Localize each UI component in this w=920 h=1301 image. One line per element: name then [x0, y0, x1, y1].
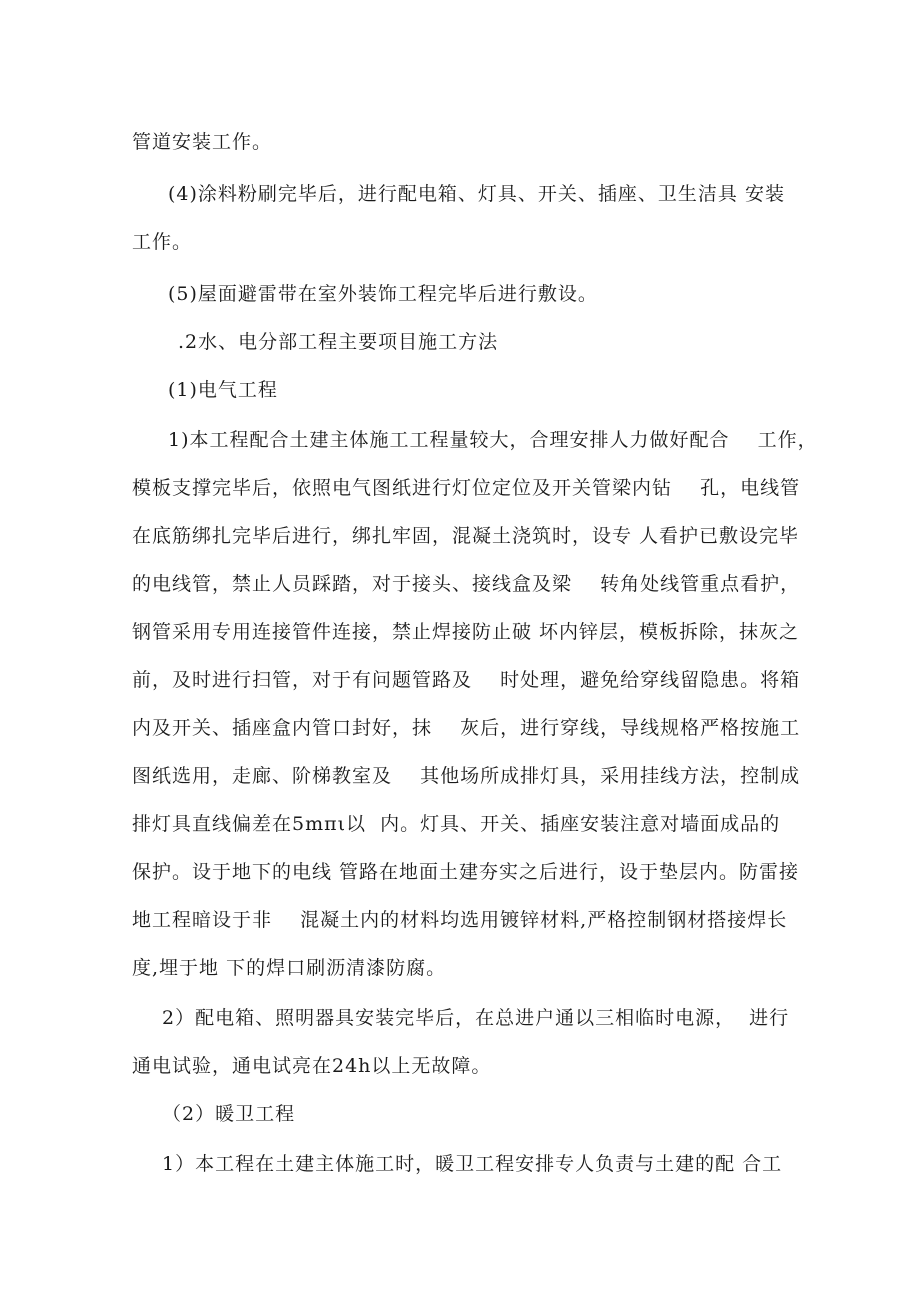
paragraph-line: (4)涂料粉刷完毕后，进行配电箱、灯具、开关、插座、卫生洁具 安装 — [168, 183, 785, 205]
section-heading: .2水、电分部工程主要项目施工方法 — [178, 331, 499, 353]
subsection-heading: (1)电气工程 — [168, 379, 278, 401]
paragraph-line: 排灯具直线偏差在5mπι以 内。灯具、开关、插座安装注意对墙面成品的 — [132, 813, 781, 835]
paragraph-line: 2）配电箱、照明器具安装完毕后，在总进户通以三相临时电源， 进行 — [162, 1007, 790, 1029]
paragraph-line: 管道安装工作。 — [132, 131, 273, 153]
subsection-heading: （2）暖卫工程 — [162, 1103, 296, 1125]
paragraph-line: 地工程暗设于非 混凝土内的材料均选用镀锌材料,严格控制钢材搭接焊长 — [132, 909, 788, 931]
paragraph-line: 1）本工程在土建主体施工时，暖卫工程安排专人负责与土建的配 合工 — [162, 1153, 783, 1175]
paragraph-line: 度,埋于地 下的焊口刷沥清漆防腐。 — [132, 957, 447, 979]
paragraph-line: 工作。 — [132, 231, 193, 253]
paragraph-line: 在底筋绑扎完毕后进行，绑扎牢固，混凝土浇筑时，设专 人看护已敷设完毕 — [132, 525, 800, 547]
paragraph-line: (5)屋面避雷带在室外装饰工程完毕后进行敷设。 — [168, 283, 598, 305]
paragraph-line: 保护。设于地下的电线 管路在地面土建夯实之后进行，设于垫层内。防雷接 — [132, 861, 800, 883]
paragraph-line: 1)本工程配合土建主体施工工程量较大，合理安排人力做好配合 工作， — [168, 429, 818, 451]
paragraph-line: 图纸选用，走廊、阶梯教室及 其他场所成排灯具，采用挂线方法，控制成 — [132, 765, 801, 787]
paragraph-line: 钢管采用专用连接管件连接，禁止焊接防止破 坏内锌层，模板拆除，抹灰之 — [132, 621, 800, 643]
paragraph-line: 模板支撑完毕后，依照电气图纸进行灯位定位及开关管梁内钻 孔，电线管 — [132, 477, 801, 499]
paragraph-line: 通电试验，通电试亮在24h以上无故障。 — [132, 1055, 492, 1077]
paragraph-line: 内及开关、插座盒内管口封好，抹 灰后，进行穿线，导线规格严格按施工 — [132, 717, 801, 739]
paragraph-line: 前，及时进行扫管，对于有问题管路及 时处理，避免给穿线留隐患。将箱 — [132, 669, 801, 691]
paragraph-line: 的电线管，禁止人员踩踏，对于接头、接线盒及梁 转角处线管重点看护， — [132, 573, 801, 595]
